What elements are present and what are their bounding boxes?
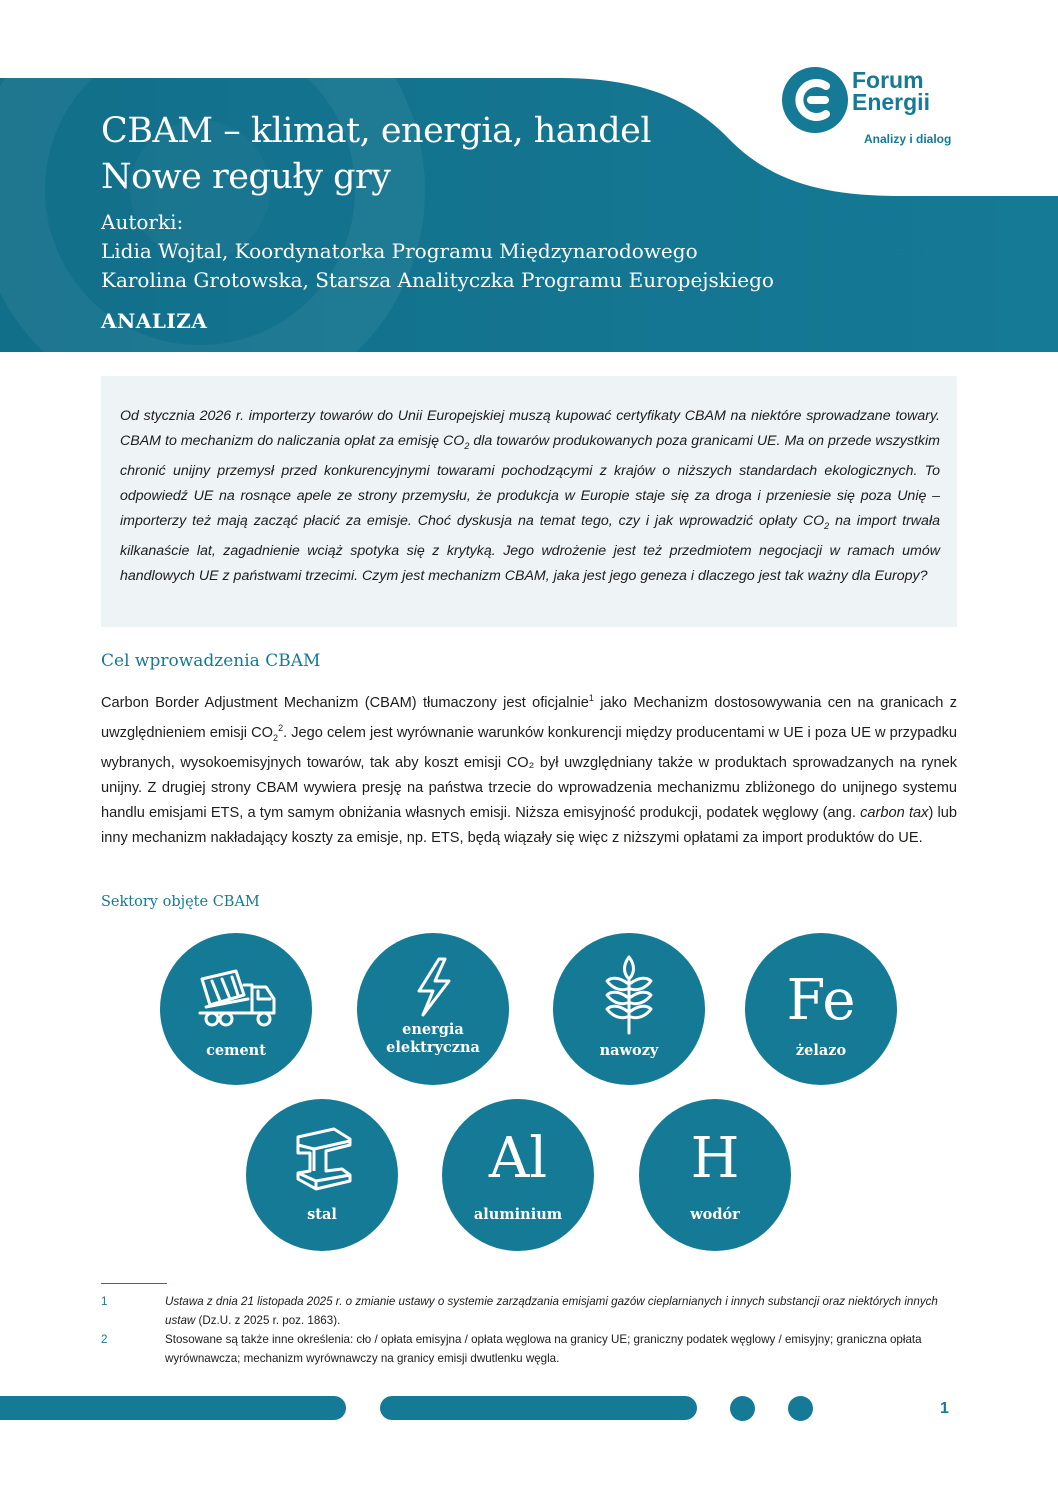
authors-label: Autorki: (101, 210, 184, 234)
intro-box (101, 376, 957, 627)
page-number: 1 (940, 1400, 949, 1417)
footnote-ref-2[interactable]: 2 (278, 722, 284, 733)
element-symbol-h: H (690, 1126, 740, 1191)
subscript: 2 (464, 440, 470, 451)
sector-label: cement (206, 1042, 266, 1059)
intro-text-part: Od stycznia 2026 r. importerzy towarów do Unii Europejskiej muszą kupować certyfikaty CBAM na niektóre sprowadzane towary. CBAM to mechanizm do naliczania opłat za emisję CO (120, 408, 940, 449)
sector-label: wodór (690, 1206, 740, 1223)
sector-wodor (639, 1099, 791, 1251)
footnote-number: 2 (101, 1333, 108, 1346)
cement-mixer-truck-icon (160, 933, 312, 1085)
footnote-text: Stosowane są także inne określenia: cło / opłata emisyjna / opłata węglowa na granicy UE; graniczny podatek węglowy / emisyjny; graniczna opłata wyrównawcza; mechanizm wyrównawczy na granicy emisji dwutlenku węgla. (165, 1333, 922, 1365)
footer-bar-left (0, 1396, 346, 1420)
logo-tagline: Analizy i dialog (864, 132, 952, 146)
sector-label: stal (307, 1206, 337, 1223)
sector-label: aluminium (473, 1206, 563, 1223)
author-2: Karolina Grotowska, Starsza Analityczka Programu Europejskiego (101, 268, 774, 292)
sector-label: nawozy (599, 1042, 659, 1059)
sector-cement (160, 933, 312, 1085)
sector-zelazo (745, 933, 897, 1085)
footer-dot-1 (730, 1396, 755, 1421)
paragraph-italic: carbon tax (860, 804, 929, 821)
document-type: ANALIZA (101, 309, 208, 333)
document-title (101, 108, 651, 200)
intro-text (120, 404, 940, 589)
steel-beam-icon (246, 1099, 398, 1251)
paragraph-part: ) lub inny mechanizm nakładający koszty za emisje, np. ETS, będą wiązały się więc z niższymi opłatami za import produktów do UE. (101, 804, 957, 846)
sector-nawozy (553, 933, 705, 1085)
intro-text-part: dla towarów produkowanych poza granicami UE. Ma on przede wszystkim chronić unijny przemysł przed konkurencyjnymi towarami pochodzącymi z krajów o niższych standardach ekologicznych. To odpowiedź UE na rosnące apele ze strony przemysłu, że produkcja w Europie staje się za droga i przeniesie się poza Unię – importerzy też mają zacząć płacić za emisje. Choć dyskusja na temat tego, czy i jak wprowadzić opłaty CO (120, 433, 940, 529)
sector-energia (357, 933, 509, 1085)
title-line2: Nowe reguły gry (101, 157, 391, 197)
title-line1: CBAM – klimat, energia, handel (101, 111, 652, 151)
sectors-heading: Sektory objęte CBAM (101, 894, 260, 910)
author-1: Lidia Wojtal, Koordynatorka Programu Międzynarodowego (101, 239, 698, 263)
wheat-ear-icon (553, 933, 705, 1085)
forum-energii-logo-icon (782, 67, 848, 133)
subscript: 2 (824, 520, 830, 531)
subscript: 2 (273, 732, 279, 743)
paragraph-part: jako Mechanizm dostosowywania cen na granicach z uwzględnieniem emisji CO (101, 694, 957, 741)
sector-label (357, 1021, 509, 1057)
lightning-bolt-icon (357, 933, 509, 1085)
element-symbol-al: Al (488, 1126, 548, 1191)
footnote-text (165, 1292, 955, 1330)
footnote-number: 1 (101, 1295, 108, 1308)
logo-name-line1: Forum (852, 67, 924, 93)
paragraph-part: Carbon Border Adjustment Mechanizm (CBAM) tłumaczony jest oficjalnie (101, 694, 589, 711)
footnote-ref-1[interactable]: 1 (588, 693, 594, 703)
footnote-text-plain: (Dz.U. z 2025 r. poz. 1863). (195, 1314, 341, 1327)
section-paragraph (101, 686, 957, 851)
sector-label-line1: energia (402, 1021, 464, 1038)
intro-text-part: na import trwała kilkanaście lat, zagadnienie wciąż spotyka się z krytyką. Jego wdrożenie jest też przedmiotem negocjacji w ramach umów handlowych UE z państwami trzecimi. Czym jest mechanizm CBAM, jaka jest jego geneza i dlaczego jest tak ważny dla Europy? (120, 512, 940, 584)
footer-dot-2 (788, 1396, 813, 1421)
footnote-text-italic: Ustawa z dnia 21 listopada 2025 r. o zmianie ustawy o systemie zarządzania emisjami gazów cieplarnianych i innych substancji oraz niektórych innych ustaw (165, 1295, 938, 1327)
forum-energii-logo[interactable] (782, 66, 972, 152)
footnote-divider (101, 1283, 167, 1284)
element-symbol-fe: Fe (786, 968, 856, 1033)
sector-label: żelazo (795, 1042, 847, 1059)
section-heading: Cel wprowadzenia CBAM (101, 651, 321, 671)
logo-name-line2: Energii (852, 89, 930, 115)
authors-block (101, 208, 774, 295)
sector-label-line2: elektryczna (386, 1039, 480, 1056)
sector-aluminium (442, 1099, 594, 1251)
footer-bar-middle (380, 1396, 697, 1420)
sector-stal (246, 1099, 398, 1251)
paragraph-part: . Jego celem jest wyrównanie warunków konkurencji między producentami w UE i poza UE w przypadku wybranych, wysokoemisyjnych towarów, tak aby koszt emisji CO₂ był uwzględniany także w produktach sprowadzanych na rynek unijny. Z drugiej strony CBAM wywiera presję na państwa trzecie do wprowadzenia mechanizmu zbliżonego do unijnego systemu handlu emisjami ETS, a tym samym obniżania własnych emisji. Niższa emisyjność produkcji, podatek węglowy (ang. (101, 724, 957, 821)
